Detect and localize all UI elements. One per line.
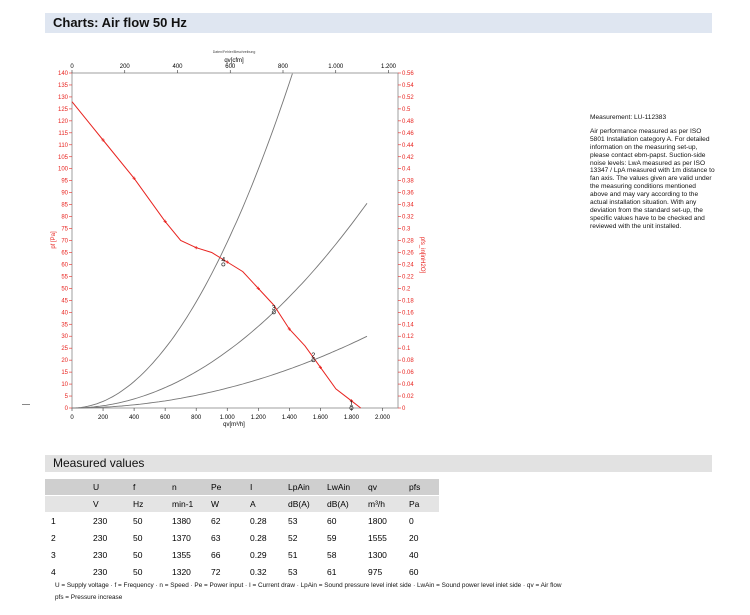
left-tick-label: 130 (57, 94, 68, 101)
left-tick-label: 10 (61, 382, 68, 389)
cell: 1555 (362, 530, 403, 547)
legend-line-1: U = Supply voltage · f = Frequency · n = Speed · Pe = Power input · I = Current draw · LpAin = Sound pressure level inlet side · LwAin = Sound power level inlet side · qv = Air flow (55, 582, 562, 589)
unit-cell: Pa (403, 496, 439, 513)
cell: 50 (127, 530, 166, 547)
cell: 2 (45, 530, 87, 547)
cell: 4 (45, 564, 87, 581)
bottom-tick-label: 0 (70, 415, 74, 421)
left-tick-label: 80 (61, 214, 68, 221)
top-tick-label: 200 (119, 64, 130, 70)
unit-cell: A (244, 496, 282, 513)
cell: 230 (87, 564, 127, 581)
top-tick-label: 800 (277, 64, 289, 70)
air-flow-chart (0, 40, 750, 440)
left-tick-label: 105 (57, 154, 68, 161)
right-tick-label: 0.06 (402, 370, 414, 377)
right-tick-label: 0.24 (402, 262, 414, 269)
table-row (45, 564, 439, 581)
cell: 3 (45, 547, 87, 564)
cell: 1800 (362, 513, 403, 530)
right-tick-label: 0.54 (402, 82, 414, 89)
right-tick-label: 0.36 (402, 190, 414, 197)
cell: 20 (403, 530, 439, 547)
bottom-tick-label: 2.000 (374, 415, 390, 421)
measurement-id: Measurement: LU-112383 (590, 114, 667, 121)
right-tick-label: 0.08 (402, 358, 414, 365)
left-tick-label: 15 (61, 370, 68, 377)
measured-values-table (45, 479, 439, 581)
right-tick-label: 0.26 (402, 250, 414, 257)
left-tick-label: 100 (57, 166, 68, 173)
bottom-tick-label: 200 (98, 415, 109, 421)
table-row (45, 513, 439, 530)
right-axis-ticks (398, 71, 414, 412)
left-tick-label: 65 (61, 250, 68, 257)
right-tick-label: 0.48 (402, 118, 414, 125)
cell: 230 (87, 513, 127, 530)
right-tick-label: 0.52 (402, 94, 414, 101)
cell: 50 (127, 564, 166, 581)
cell: 59 (321, 530, 362, 547)
cell: 1355 (166, 547, 205, 564)
cell: 0.28 (244, 513, 282, 530)
left-tick-label: 75 (61, 226, 68, 233)
bottom-axis-label: qv[m³/h] (223, 422, 245, 428)
right-tick-label: 0.34 (402, 202, 414, 209)
left-tick-label: 25 (61, 346, 68, 353)
bottom-tick-label: 1.800 (343, 415, 359, 421)
page-mark (22, 404, 30, 405)
bottom-tick-label: 1.600 (312, 415, 328, 421)
cell: 1300 (362, 547, 403, 564)
col-header: Pe (205, 479, 244, 496)
header-bar (45, 13, 712, 33)
col-header: n (166, 479, 205, 496)
bottom-tick-label: 600 (160, 415, 171, 421)
cell: 1 (45, 513, 87, 530)
cell: 975 (362, 564, 403, 581)
right-tick-label: 0 (402, 406, 406, 412)
page-title: Charts: Air flow 50 Hz (53, 15, 187, 30)
chart-small-caption: Daten/Fehler/Beschreibung (212, 50, 256, 54)
right-tick-label: 0.4 (402, 166, 411, 173)
left-axis-ticks (58, 71, 72, 412)
right-tick-label: 0.5 (402, 106, 411, 113)
operating-point-label: 1 (349, 400, 354, 408)
col-header: I (244, 479, 282, 496)
left-tick-label: 30 (61, 334, 68, 341)
top-tick-label: 600 (225, 64, 236, 70)
left-axis-label: pf [Pa] (51, 231, 57, 249)
table-unit-row (45, 496, 439, 513)
col-header: U (87, 479, 127, 496)
cell: 1380 (166, 513, 205, 530)
unit-cell: m³/h (362, 496, 403, 513)
right-tick-label: 0.38 (402, 178, 414, 185)
right-tick-label: 0.32 (402, 214, 414, 221)
unit-cell: V (87, 496, 127, 513)
table-row (45, 530, 439, 547)
left-tick-label: 0 (64, 406, 68, 412)
left-tick-label: 135 (57, 82, 68, 89)
right-tick-label: 0.02 (402, 394, 414, 401)
measurement-info (590, 114, 715, 237)
left-tick-label: 45 (61, 298, 68, 305)
bottom-tick-label: 800 (191, 415, 202, 421)
right-tick-label: 0.18 (402, 298, 414, 305)
top-tick-label: 1.200 (380, 64, 397, 70)
cell: 53 (282, 513, 321, 530)
measured-values-title: Measured values (53, 456, 145, 470)
cell: 0.29 (244, 547, 282, 564)
right-tick-label: 0.56 (402, 71, 414, 77)
cell: 51 (282, 547, 321, 564)
col-header: qv (362, 479, 403, 496)
legend-line-2: pfs = Pressure increase (55, 594, 123, 601)
top-tick-label: 400 (172, 64, 183, 70)
cell: 72 (205, 564, 244, 581)
cell: 0 (403, 513, 439, 530)
cell: 52 (282, 530, 321, 547)
top-tick-label: 1.000 (328, 64, 344, 70)
right-tick-label: 0.12 (402, 334, 414, 341)
cell: 61 (321, 564, 362, 581)
right-tick-label: 0.14 (402, 322, 414, 329)
left-tick-label: 90 (61, 190, 68, 197)
col-header: f (127, 479, 166, 496)
top-axis-ticks (70, 64, 396, 73)
right-tick-label: 0.46 (402, 130, 414, 137)
unit-cell: dB(A) (282, 496, 321, 513)
operating-point-label: 4 (221, 256, 226, 264)
left-tick-label: 55 (61, 274, 68, 281)
left-tick-label: 125 (57, 106, 68, 113)
left-tick-label: 5 (64, 394, 68, 401)
measurement-description: Air performance measured as per ISO 5801 Installation category A. For detailed information on the measuring set-up, please contact ebm-papst. Suction-side noise levels: LwA measured as per ISO 13347 / LpA measured with 1m distance to fan axis. The values given are valid under the measuring conditions mentioned above and may vary according to the actual installation situation. With any deviation from the standard set-up, the specific values have to be checked and reviewed with the unit installed. (590, 127, 715, 230)
cell: 62 (205, 513, 244, 530)
cell: 230 (87, 530, 127, 547)
cell: 1370 (166, 530, 205, 547)
top-axis-label: qv[cfm] (224, 58, 244, 64)
bottom-tick-label: 1.000 (219, 415, 235, 421)
right-tick-label: 0.3 (402, 226, 411, 233)
col-header: LpAin (282, 479, 321, 496)
col-header: LwAin (321, 479, 362, 496)
left-tick-label: 50 (61, 286, 68, 293)
left-tick-label: 35 (61, 322, 68, 329)
table-row (45, 547, 439, 564)
col-header (45, 479, 87, 496)
cell: 66 (205, 547, 244, 564)
bottom-tick-label: 1.400 (281, 415, 297, 421)
right-tick-label: 0.28 (402, 238, 414, 245)
left-tick-label: 60 (61, 262, 68, 269)
left-tick-label: 20 (61, 358, 68, 365)
bottom-tick-label: 1.200 (250, 415, 266, 421)
operating-point-label: 3 (271, 304, 276, 312)
unit-cell: Hz (127, 496, 166, 513)
right-tick-label: 0.1 (402, 346, 411, 353)
measured-values-bar (45, 455, 712, 472)
left-tick-label: 115 (58, 130, 68, 137)
right-tick-label: 0.16 (402, 310, 414, 317)
cell: 1320 (166, 564, 205, 581)
left-tick-label: 70 (61, 238, 68, 245)
cell: 40 (403, 547, 439, 564)
cell: 58 (321, 547, 362, 564)
left-tick-label: 140 (57, 71, 68, 77)
right-tick-label: 0.04 (402, 382, 414, 389)
left-tick-label: 95 (61, 178, 68, 185)
left-tick-label: 110 (58, 142, 68, 149)
right-axis-label: pfs_in[inH2O] (419, 236, 425, 274)
left-tick-label: 85 (61, 202, 68, 209)
cell: 60 (403, 564, 439, 581)
bottom-tick-label: 400 (129, 415, 140, 421)
cell: 60 (321, 513, 362, 530)
cell: 63 (205, 530, 244, 547)
operating-point-label: 2 (311, 352, 316, 360)
right-tick-label: 0.2 (402, 286, 411, 293)
col-header: pfs (403, 479, 439, 496)
unit-cell: dB(A) (321, 496, 362, 513)
unit-cell: W (205, 496, 244, 513)
left-tick-label: 40 (61, 310, 68, 317)
cell: 0.32 (244, 564, 282, 581)
cell: 230 (87, 547, 127, 564)
right-tick-label: 0.44 (402, 142, 414, 149)
right-tick-label: 0.42 (402, 154, 414, 161)
top-tick-label: 0 (70, 64, 74, 70)
cell: 0.28 (244, 530, 282, 547)
unit-cell (45, 496, 87, 513)
right-tick-label: 0.22 (402, 274, 414, 281)
left-tick-label: 120 (57, 118, 68, 125)
cell: 50 (127, 547, 166, 564)
cell: 53 (282, 564, 321, 581)
table-header-row (45, 479, 439, 496)
unit-cell: min-1 (166, 496, 205, 513)
plot-area (72, 73, 398, 408)
cell: 50 (127, 513, 166, 530)
bottom-axis-ticks (70, 408, 390, 421)
